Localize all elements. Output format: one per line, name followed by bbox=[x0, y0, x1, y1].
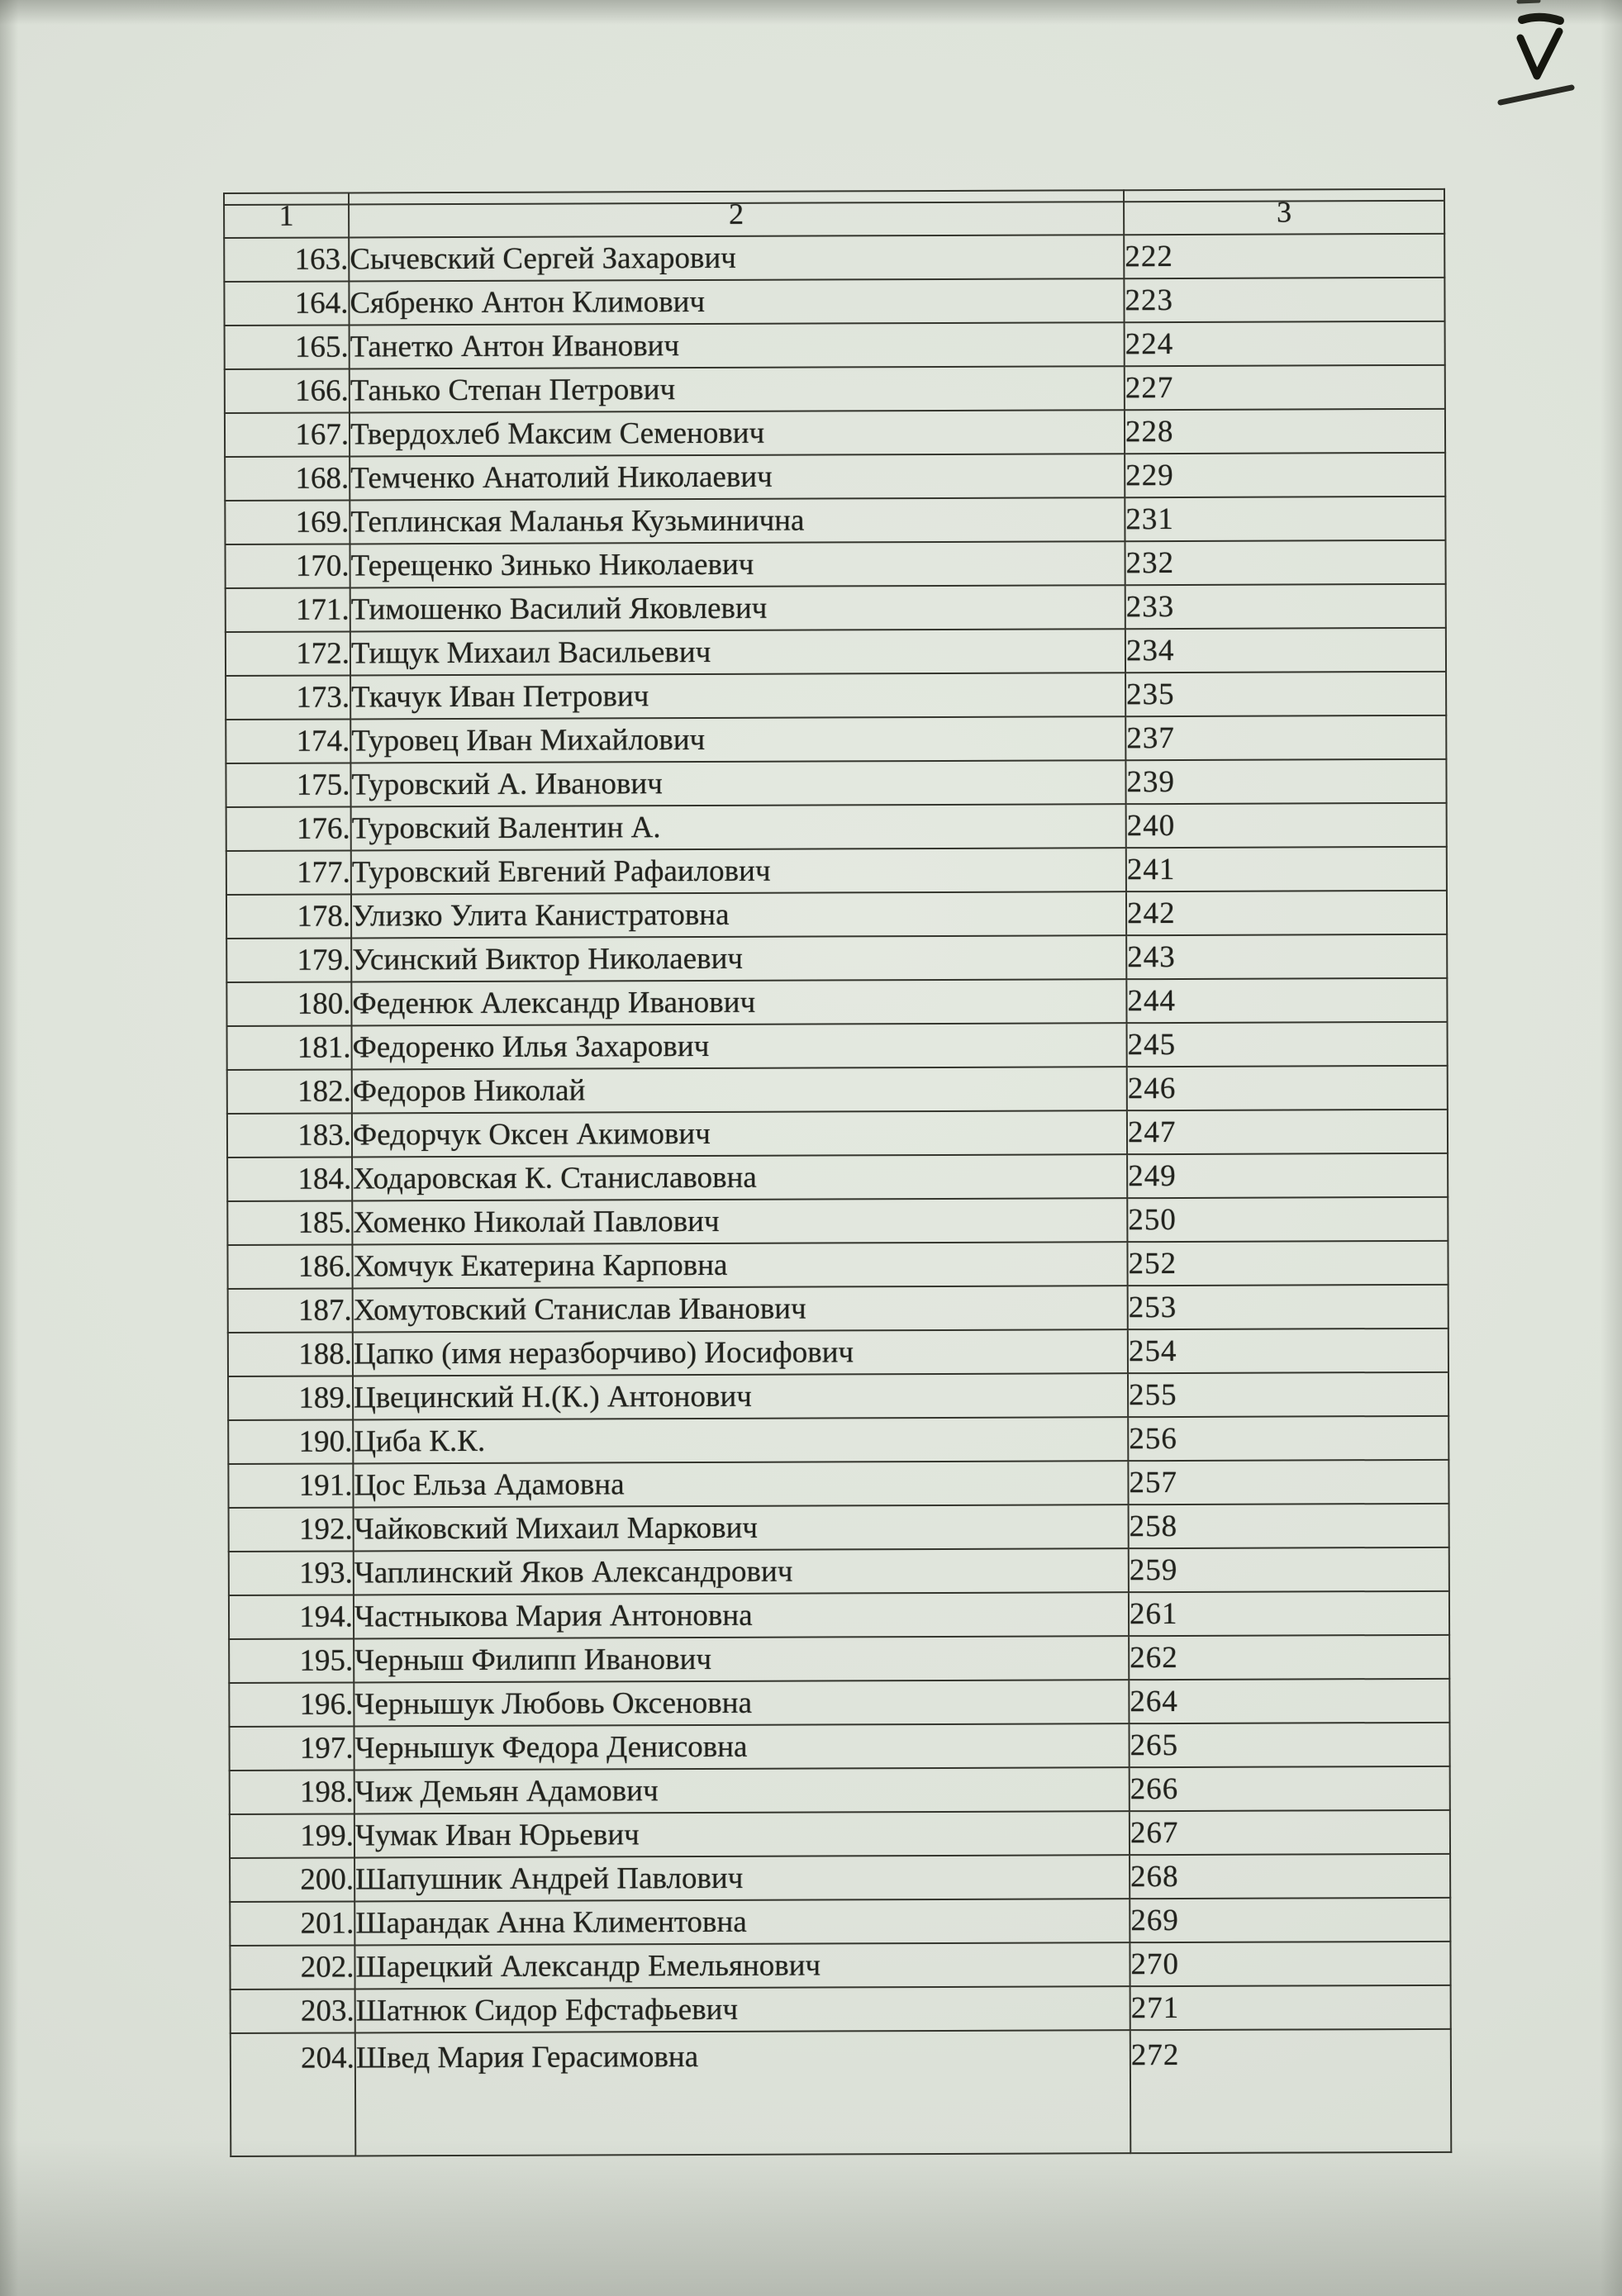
person-name: Чиж Демьян Адамович bbox=[354, 1767, 1130, 1814]
page-number: 237 bbox=[1125, 715, 1446, 760]
row-number: 204. bbox=[231, 2032, 356, 2156]
row-number: 178. bbox=[226, 894, 351, 939]
person-name: Усинский Виктор Николаевич bbox=[351, 935, 1126, 982]
row-number: 163. bbox=[224, 237, 349, 282]
person-name: Черныш Филипп Иванович bbox=[354, 1636, 1129, 1682]
row-number: 185. bbox=[227, 1200, 352, 1245]
table-row bbox=[226, 715, 1446, 763]
page-number: 239 bbox=[1125, 759, 1446, 804]
table-row bbox=[231, 2029, 1452, 2156]
column-header-1: 1 bbox=[224, 193, 349, 238]
row-number: 199. bbox=[230, 1814, 354, 1858]
table-row bbox=[228, 1285, 1448, 1333]
page-number: 272 bbox=[1130, 2029, 1452, 2153]
page-number: 253 bbox=[1128, 1285, 1448, 1329]
row-number: 200. bbox=[230, 1857, 354, 1902]
page-number: 241 bbox=[1126, 847, 1447, 891]
row-number: 176. bbox=[226, 806, 351, 851]
registry-table bbox=[223, 188, 1452, 2157]
person-name: Сычевский Сергей Захарович bbox=[349, 235, 1124, 281]
table-row bbox=[230, 1854, 1450, 1902]
table-row bbox=[228, 1416, 1448, 1464]
page-number: 256 bbox=[1128, 1416, 1448, 1461]
table-row bbox=[230, 1810, 1450, 1858]
person-name: Цвецинский Н.(К.) Антонович bbox=[353, 1373, 1128, 1419]
table-row bbox=[226, 759, 1446, 807]
page-number: 243 bbox=[1126, 934, 1447, 979]
row-number: 175. bbox=[226, 763, 350, 807]
row-number: 190. bbox=[228, 1419, 353, 1464]
table-row bbox=[229, 1504, 1449, 1552]
table-row bbox=[228, 1460, 1448, 1508]
row-number: 197. bbox=[229, 1726, 354, 1771]
page-number: 252 bbox=[1127, 1241, 1448, 1286]
table-row bbox=[229, 1635, 1449, 1683]
page-number: 261 bbox=[1129, 1591, 1449, 1636]
person-name: Шапушник Андрей Павлович bbox=[354, 1855, 1130, 1901]
row-number: 191. bbox=[228, 1463, 353, 1508]
person-name: Частныкова Мария Антоновна bbox=[354, 1592, 1129, 1638]
page-number: 269 bbox=[1130, 1898, 1450, 1942]
scan-shadow-top bbox=[0, 0, 1622, 25]
handwritten-checkmark-icon bbox=[1487, 0, 1586, 116]
table-row bbox=[225, 540, 1445, 588]
row-number: 169. bbox=[225, 500, 350, 544]
table-row bbox=[226, 891, 1447, 939]
page-number: 267 bbox=[1130, 1810, 1450, 1855]
person-name: Туровский Евгений Рафаилович bbox=[351, 848, 1126, 894]
person-name: Швед Мария Герасимовна bbox=[355, 2030, 1131, 2156]
row-number: 202. bbox=[230, 1945, 354, 1989]
page-number: 268 bbox=[1130, 1854, 1450, 1899]
person-name: Шарандак Анна Климентовна bbox=[354, 1899, 1130, 1945]
page-number: 247 bbox=[1127, 1110, 1448, 1154]
page-number: 255 bbox=[1128, 1372, 1448, 1417]
person-name: Танько Степан Петрович bbox=[350, 366, 1125, 412]
row-number: 167. bbox=[225, 412, 350, 457]
column-header-3: 3 bbox=[1124, 189, 1444, 235]
row-number: 173. bbox=[226, 675, 350, 720]
person-name: Тимошенко Василий Яковлевич bbox=[350, 585, 1125, 631]
person-name: Циба К.К. bbox=[353, 1417, 1128, 1463]
person-name: Ходаровская К. Станиславовна bbox=[352, 1154, 1127, 1200]
page-number: 258 bbox=[1129, 1504, 1449, 1548]
table-row bbox=[228, 1372, 1448, 1420]
page-number: 224 bbox=[1125, 321, 1445, 366]
person-name: Хоменко Николай Павлович bbox=[352, 1198, 1127, 1244]
table-row bbox=[230, 1942, 1450, 1989]
page-number: 271 bbox=[1130, 1985, 1451, 2030]
page-number: 257 bbox=[1128, 1460, 1448, 1505]
row-number: 187. bbox=[228, 1288, 353, 1333]
scan-shadow-left bbox=[0, 0, 18, 2296]
person-name: Туровец Иван Михайлович bbox=[350, 716, 1125, 763]
person-name: Улизко Улита Канистратовна bbox=[351, 891, 1126, 938]
table-header-row bbox=[224, 189, 1444, 238]
row-number: 192. bbox=[229, 1507, 354, 1552]
row-number: 164. bbox=[224, 281, 349, 326]
table-row bbox=[224, 234, 1444, 282]
page-number: 259 bbox=[1129, 1547, 1449, 1592]
table-row bbox=[227, 1022, 1448, 1070]
table-row bbox=[226, 672, 1446, 720]
page-number: 270 bbox=[1130, 1942, 1450, 1986]
row-number: 171. bbox=[226, 587, 350, 632]
table-row bbox=[226, 584, 1446, 632]
page-number: 229 bbox=[1125, 453, 1445, 497]
row-number: 180. bbox=[226, 982, 351, 1026]
person-name: Федоров Николай bbox=[352, 1067, 1127, 1113]
table-row bbox=[226, 628, 1446, 676]
table-row bbox=[228, 1329, 1448, 1376]
table-row bbox=[224, 278, 1444, 326]
person-name: Ткачук Иван Петрович bbox=[350, 673, 1125, 719]
column-header-2: 2 bbox=[349, 190, 1124, 237]
row-number: 194. bbox=[229, 1595, 354, 1639]
page-number: 228 bbox=[1125, 409, 1445, 454]
person-name: Твердохлеб Максим Семенович bbox=[350, 410, 1125, 456]
page-number: 233 bbox=[1125, 584, 1446, 629]
page-number: 244 bbox=[1126, 978, 1447, 1023]
table-row bbox=[225, 453, 1445, 501]
table-row bbox=[227, 1197, 1448, 1245]
page-number: 232 bbox=[1125, 540, 1445, 585]
page-number: 246 bbox=[1127, 1066, 1448, 1110]
page-number: 234 bbox=[1125, 628, 1446, 673]
table-row bbox=[229, 1547, 1449, 1595]
row-number: 179. bbox=[226, 938, 351, 982]
row-number: 182. bbox=[227, 1069, 352, 1114]
row-number: 189. bbox=[228, 1376, 353, 1420]
row-number: 203. bbox=[231, 1989, 355, 2033]
page-number: 264 bbox=[1129, 1679, 1449, 1723]
person-name: Туровский А. Иванович bbox=[350, 760, 1125, 806]
table-row bbox=[226, 934, 1447, 982]
table-row bbox=[229, 1591, 1449, 1639]
table-row bbox=[225, 409, 1445, 457]
page-number: 242 bbox=[1126, 891, 1447, 935]
table-row bbox=[229, 1679, 1449, 1727]
table-row bbox=[226, 978, 1447, 1026]
row-number: 188. bbox=[228, 1332, 353, 1376]
page-number: 245 bbox=[1127, 1022, 1448, 1067]
page-number: 223 bbox=[1124, 278, 1444, 322]
person-name: Сябренко Антон Климович bbox=[349, 278, 1124, 325]
page-number: 254 bbox=[1128, 1329, 1448, 1373]
page-number: 265 bbox=[1129, 1723, 1449, 1767]
table-row bbox=[230, 1898, 1450, 1946]
page-number: 266 bbox=[1130, 1766, 1450, 1811]
person-name: Цос Ельза Адамовна bbox=[353, 1461, 1128, 1507]
table-row bbox=[230, 1766, 1450, 1814]
table-row bbox=[227, 1241, 1448, 1289]
person-name: Чумак Иван Юрьевич bbox=[354, 1811, 1130, 1857]
row-number: 177. bbox=[226, 850, 351, 895]
table-row bbox=[229, 1723, 1449, 1771]
person-name: Хомчук Екатерина Карповна bbox=[352, 1242, 1127, 1288]
person-name: Хомутовский Станислав Иванович bbox=[353, 1286, 1128, 1332]
page-number: 222 bbox=[1124, 234, 1444, 278]
person-name: Чаплинский Яков Александрович bbox=[354, 1548, 1129, 1595]
row-number: 193. bbox=[229, 1551, 354, 1595]
person-name: Чернышук Любовь Оксеновна bbox=[354, 1680, 1129, 1726]
row-number: 196. bbox=[229, 1682, 354, 1727]
person-name: Шарецкий Александр Емельянович bbox=[354, 1942, 1130, 1989]
person-name: Терещенко Зинько Николаевич bbox=[350, 541, 1125, 587]
table-row bbox=[225, 497, 1445, 544]
person-name: Федоренко Илья Захарович bbox=[352, 1023, 1127, 1069]
page-number: 262 bbox=[1129, 1635, 1449, 1680]
person-name: Темченко Анатолий Николаевич bbox=[350, 454, 1125, 500]
row-number: 174. bbox=[226, 719, 350, 763]
page-number: 240 bbox=[1126, 803, 1447, 848]
scan-shadow-right bbox=[1601, 0, 1622, 2296]
person-name: Шатнюк Сидор Ефстафьевич bbox=[355, 1986, 1130, 2032]
person-name: Федорчук Оксен Акимович bbox=[352, 1110, 1127, 1157]
page-number: 249 bbox=[1127, 1153, 1448, 1198]
scan-shadow-bottom bbox=[0, 2139, 1622, 2296]
row-number: 201. bbox=[230, 1901, 354, 1946]
person-name: Тищук Михаил Васильевич bbox=[350, 629, 1125, 675]
person-name: Чернышук Федора Денисовна bbox=[354, 1723, 1129, 1770]
row-number: 198. bbox=[230, 1770, 354, 1814]
person-name: Цапко (имя неразборчиво) Иосифович bbox=[353, 1329, 1128, 1376]
row-number: 195. bbox=[229, 1638, 354, 1683]
person-name: Танетко Антон Иванович bbox=[350, 322, 1125, 368]
person-name: Туровский Валентин А. bbox=[351, 804, 1126, 850]
row-number: 170. bbox=[225, 544, 350, 588]
person-name: Теплинская Маланья Кузьминична bbox=[350, 497, 1125, 544]
row-number: 172. bbox=[226, 631, 350, 676]
table-row bbox=[225, 321, 1445, 369]
person-name: Феденюк Александр Иванович bbox=[351, 979, 1126, 1025]
table-row bbox=[227, 1066, 1448, 1114]
table-row bbox=[231, 1985, 1451, 2033]
row-number: 184. bbox=[227, 1157, 352, 1201]
row-number: 183. bbox=[227, 1113, 352, 1158]
row-number: 166. bbox=[225, 368, 350, 413]
table-row bbox=[226, 803, 1447, 851]
page-number: 231 bbox=[1125, 497, 1445, 541]
row-number: 168. bbox=[225, 456, 350, 501]
page-number: 235 bbox=[1125, 672, 1446, 716]
page-number: 250 bbox=[1127, 1197, 1448, 1242]
person-name: Чайковский Михаил Маркович bbox=[354, 1505, 1129, 1551]
row-number: 181. bbox=[227, 1025, 352, 1070]
table-row bbox=[225, 365, 1445, 413]
row-number: 186. bbox=[227, 1244, 352, 1289]
page-number: 227 bbox=[1125, 365, 1445, 410]
table-row bbox=[227, 1110, 1448, 1158]
table-row bbox=[226, 847, 1447, 895]
row-number: 165. bbox=[225, 325, 350, 369]
table-row bbox=[227, 1153, 1448, 1201]
